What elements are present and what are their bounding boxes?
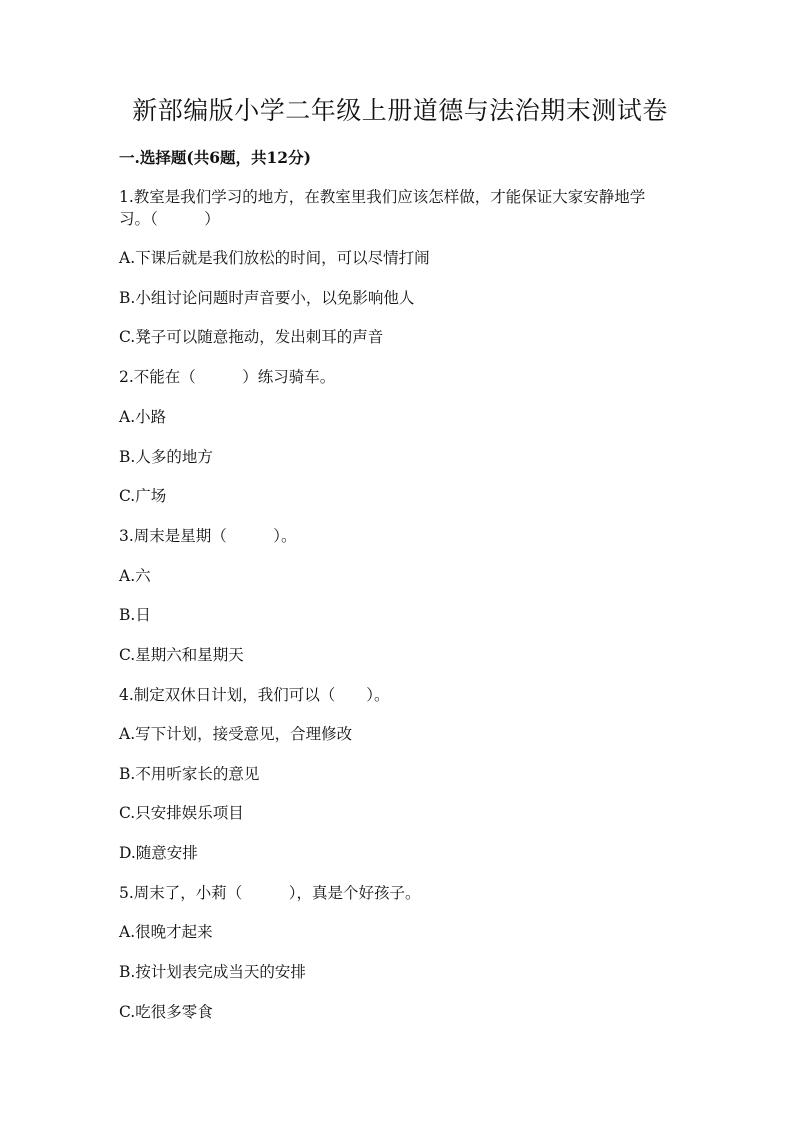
question-1-option-b: B.小组讨论问题时声音要小，以免影响他人 <box>119 289 415 307</box>
question-1-option-a: A.下课后就是我们放松的时间，可以尽情打闹 <box>119 249 430 267</box>
question-4-option-b: B.不用听家长的意见 <box>119 765 260 783</box>
question-5-stem: 5.周末了，小莉（ ），真是个好孩子。 <box>119 884 421 902</box>
question-3-option-b: B.日 <box>119 606 151 624</box>
question-5-option-b: B.按计划表完成当天的安排 <box>119 963 306 981</box>
question-4-option-c: C.只安排娱乐项目 <box>119 804 244 822</box>
question-5-option-c: C.吃很多零食 <box>119 1003 213 1021</box>
question-2-option-b: B.人多的地方 <box>119 448 213 466</box>
question-1-stem-line-1: 1.教室是我们学习的地方，在教室里我们应该怎样做，才能保证大家安静地学 <box>119 188 646 206</box>
question-2-option-c: C.广场 <box>119 487 167 505</box>
question-2-stem: 2.不能在（ ）练习骑车。 <box>119 368 336 386</box>
question-4-stem: 4.制定双休日计划，我们可以（ ）。 <box>119 686 390 704</box>
section-heading: 一.选择题(共6题，共12分) <box>119 148 311 167</box>
question-4-option-a: A.写下计划，接受意见，合理修改 <box>119 725 353 743</box>
question-4-option-d: D.随意安排 <box>119 844 198 862</box>
page-title: 新部编版小学二年级上册道德与法治期末测试卷 <box>132 96 668 125</box>
question-1-stem-line-2: 习。（ ） <box>119 210 220 228</box>
question-5-option-a: A.很晚才起来 <box>119 923 213 941</box>
question-3-option-a: A.六 <box>119 567 151 585</box>
question-3-option-c: C.星期六和星期天 <box>119 646 244 664</box>
question-2-option-a: A.小路 <box>119 408 167 426</box>
question-1-option-c: C.凳子可以随意拖动，发出刺耳的声音 <box>119 328 384 346</box>
question-3-stem: 3.周末是星期（ ）。 <box>119 527 297 545</box>
